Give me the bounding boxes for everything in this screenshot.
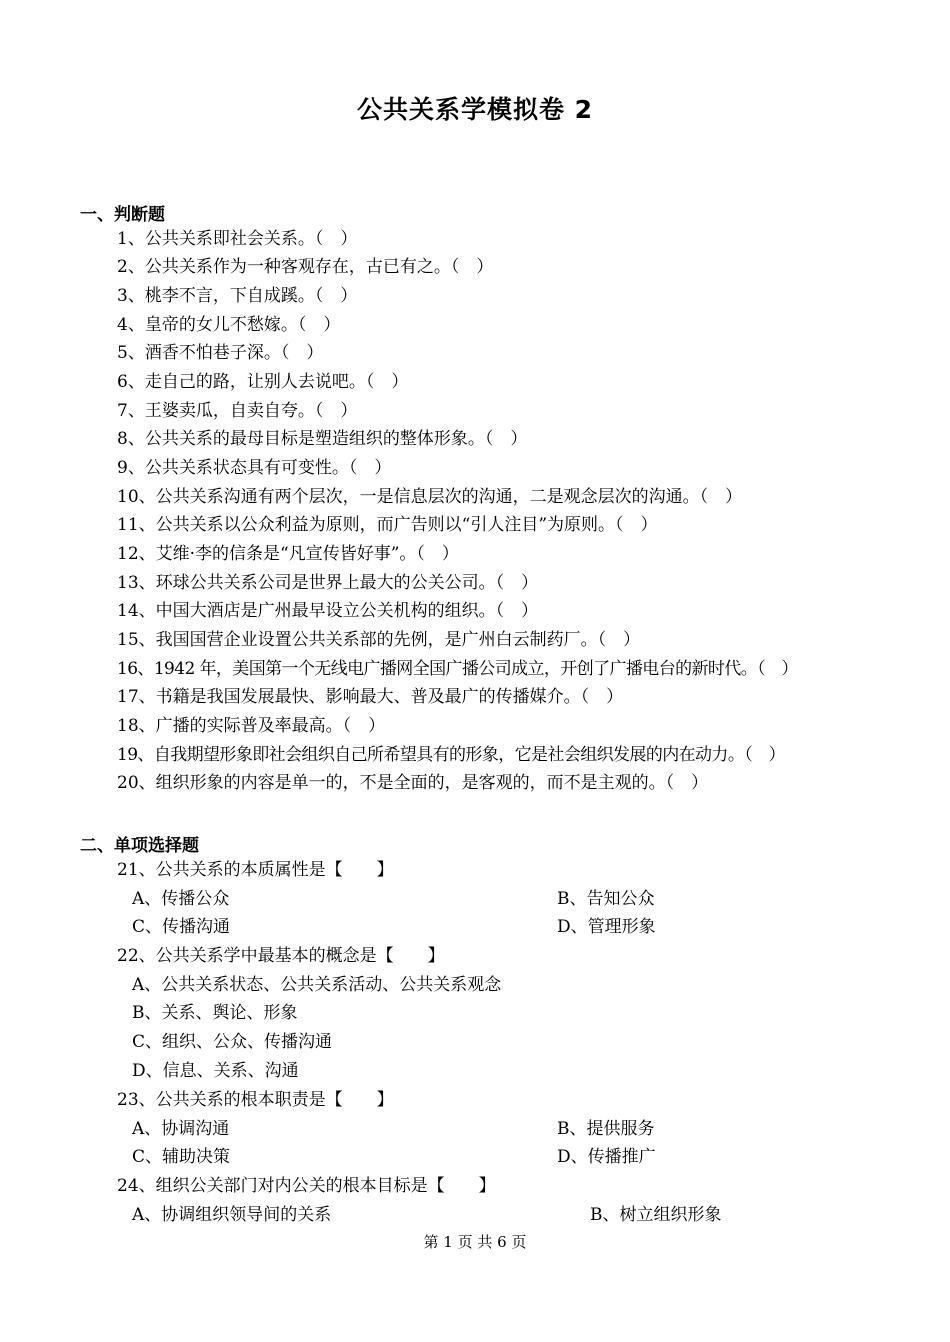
section-heading-true-false: 一、判断题 bbox=[80, 205, 165, 225]
section-heading-single-choice: 二、单项选择题 bbox=[80, 836, 199, 856]
option-21-a: A、传播公众 bbox=[132, 889, 230, 909]
question-7: 7、王婆卖瓜，自卖自夸。（ ） bbox=[117, 401, 358, 421]
question-22: 22、公共关系学中最基本的概念是【 】 bbox=[117, 946, 445, 966]
option-21-c: C、传播沟通 bbox=[132, 917, 231, 937]
option-22-a: A、公共关系状态、公共关系活动、公共关系观念 bbox=[132, 975, 502, 995]
question-10: 10、公共关系沟通有两个层次，一是信息层次的沟通，二是观念层次的沟通。（ ） bbox=[117, 487, 743, 507]
question-16: 16、1942 年，美国第一个无线电广播网全国广播公司成立，开创了广播电台的新时代。（ ） bbox=[117, 659, 798, 679]
option-21-d: D、管理形象 bbox=[557, 917, 656, 937]
option-24-b: B、树立组织形象 bbox=[590, 1205, 722, 1225]
question-14: 14、中国大酒店是广州最早设立公关机构的组织。（ ） bbox=[117, 601, 539, 621]
option-23-c: C、辅助决策 bbox=[132, 1147, 231, 1167]
question-1: 1、公共关系即社会关系。（ ） bbox=[117, 229, 358, 249]
question-12: 12、艾维·李的信条是“凡宣传皆好事”。（ ） bbox=[117, 544, 459, 564]
question-17: 17、书籍是我国发展最快、影响最大、普及最广的传播媒介。（ ） bbox=[117, 687, 624, 707]
option-23-b: B、提供服务 bbox=[557, 1119, 655, 1139]
page-title: 公共关系学模拟卷 2 bbox=[356, 95, 594, 124]
question-11: 11、公共关系以公众利益为原则，而广告则以“引人注目”为原则。（ ） bbox=[117, 515, 658, 535]
question-13: 13、环球公共关系公司是世界上最大的公关公司。（ ） bbox=[117, 573, 539, 593]
question-5: 5、酒香不怕巷子深。（ ） bbox=[117, 343, 324, 363]
question-15: 15、我国国营企业设置公共关系部的先例，是广州白云制药厂。（ ） bbox=[117, 630, 641, 650]
question-8: 8、公共关系的最母目标是塑造组织的整体形象。（ ） bbox=[117, 429, 528, 449]
option-22-b: B、关系、舆论、形象 bbox=[132, 1003, 298, 1023]
option-23-a: A、协调沟通 bbox=[132, 1119, 230, 1139]
page-footer: 第 1 页 共 6 页 bbox=[423, 1233, 527, 1251]
option-22-d: D、信息、关系、沟通 bbox=[132, 1061, 299, 1081]
question-20: 20、组织形象的内容是单一的，不是全面的，是客观的，而不是主观的。（ ） bbox=[117, 773, 709, 793]
option-24-a: A、协调组织领导间的关系 bbox=[132, 1205, 332, 1225]
option-23-d: D、传播推广 bbox=[557, 1147, 656, 1167]
question-24: 24、组织公关部门对内公关的根本目标是【 】 bbox=[117, 1176, 496, 1196]
option-22-c: C、组织、公众、传播沟通 bbox=[132, 1032, 333, 1052]
question-2: 2、公共关系作为一种客观存在，古已有之。（ ） bbox=[117, 257, 494, 277]
question-21: 21、公共关系的本质属性是【 】 bbox=[117, 860, 394, 880]
question-19: 19、自我期望形象即社会组织自己所希望具有的形象，它是社会组织发展的内在动力。（ ） bbox=[117, 745, 785, 765]
question-23: 23、公共关系的根本职责是【 】 bbox=[117, 1090, 394, 1110]
question-4: 4、皇帝的女儿不愁嫁。（ ） bbox=[117, 315, 341, 335]
question-9: 9、公共关系状态具有可变性。（ ） bbox=[117, 458, 392, 478]
question-3: 3、桃李不言，下自成蹊。（ ） bbox=[117, 286, 358, 306]
option-21-b: B、告知公众 bbox=[557, 889, 655, 909]
question-18: 18、广播的实际普及率最高。（ ） bbox=[117, 716, 386, 736]
question-6: 6、走自己的路，让别人去说吧。（ ） bbox=[117, 372, 409, 392]
